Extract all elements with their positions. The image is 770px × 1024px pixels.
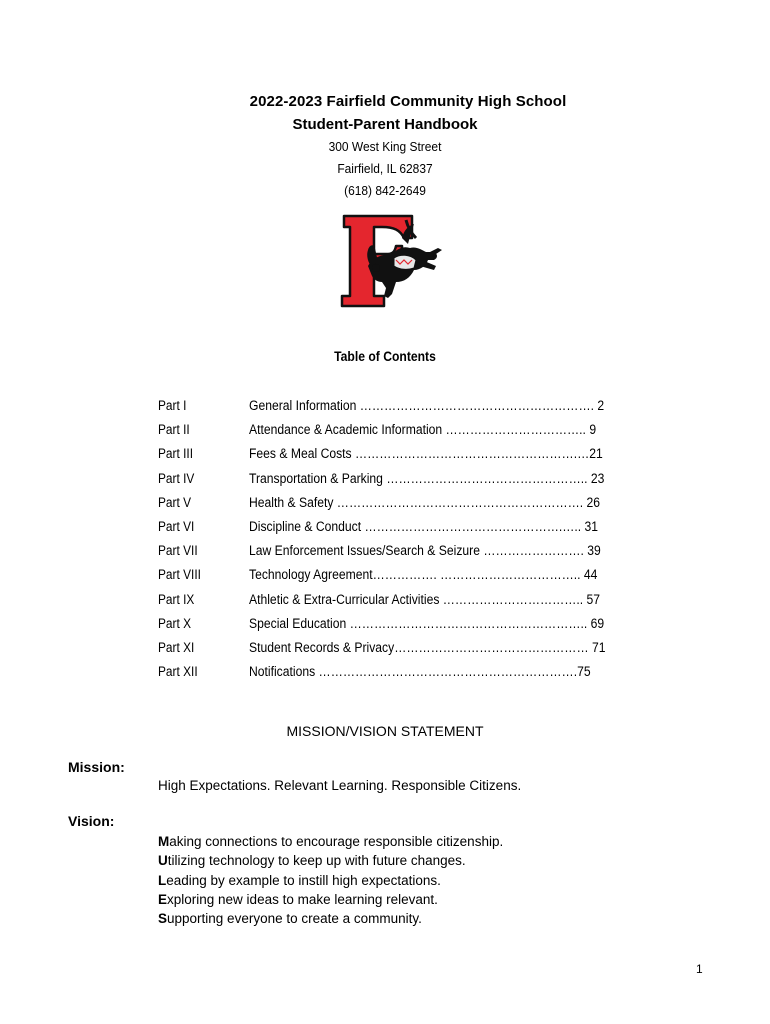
toc-row [158, 592, 618, 612]
toc-entry: Attendance & Academic Information …………………………….. 9 [249, 422, 597, 437]
toc-entry: Technology Agreement……………. …………………………….. 44 [249, 567, 598, 582]
vision-line [158, 892, 438, 907]
vision-initial: S [158, 911, 168, 926]
toc-row [158, 664, 618, 684]
vision-initial: U [158, 853, 168, 868]
vision-line [158, 911, 422, 926]
toc-row [158, 471, 618, 491]
phone-number: (618) 842-2649 [344, 183, 426, 198]
vision-line [158, 853, 466, 868]
toc-row [158, 495, 618, 515]
vision-initial: M [158, 834, 170, 849]
vision-line-text: eading by example to instill high expectations. [166, 873, 441, 888]
toc-part-label: Part XII [158, 664, 198, 679]
document-title: 2022-2023 Fairfield Community High School [249, 93, 567, 110]
toc-part-label: Part IV [158, 471, 195, 486]
address-street: 300 West King Street [328, 139, 442, 154]
toc-part-label: Part II [158, 422, 190, 437]
address-city: Fairfield, IL 62837 [337, 161, 433, 176]
toc-row [158, 519, 618, 539]
toc-row [158, 543, 618, 563]
toc-entry: Law Enforcement Issues/Search & Seizure ……………………. 39 [249, 543, 601, 558]
mission-vision-heading: MISSION/VISION STATEMENT [286, 723, 484, 739]
toc-entry: Fees & Meal Costs ……………………………………………….…21 [249, 446, 603, 461]
document-subtitle: Student-Parent Handbook [292, 116, 478, 133]
toc-entry: Health & Safety ……………………………………………………. 26 [249, 495, 601, 510]
toc-entry: Notifications ……………………………………………………….75 [249, 664, 591, 679]
toc-row [158, 567, 618, 587]
toc-part-label: Part IX [158, 592, 195, 607]
page-number: 1 [696, 962, 703, 976]
toc-part-label: Part I [158, 398, 187, 413]
toc-entry: Transportation & Parking ………………………………………….. 23 [249, 471, 605, 486]
toc-part-label: Part VI [158, 519, 195, 534]
vision-line [158, 834, 503, 849]
toc-row [158, 640, 618, 660]
toc-row [158, 616, 618, 636]
vision-label: Vision: [68, 813, 115, 829]
vision-line-text: tilizing technology to keep up with future changes. [167, 853, 466, 868]
vision-line-text: aking connections to encourage responsible citizenship. [169, 834, 504, 849]
toc-entry: Discipline & Conduct ………………………………………….….. 31 [249, 519, 599, 534]
vision-initial: E [158, 892, 168, 907]
vision-line-text: upporting everyone to create a community. [167, 911, 422, 926]
vision-initial: L [158, 873, 167, 888]
mission-text: High Expectations. Relevant Learning. Responsible Citizens. [158, 778, 522, 793]
toc-part-label: Part X [158, 616, 192, 631]
toc-part-label: Part VIII [158, 567, 201, 582]
toc-entry: General Information …………………………………………………. 2 [249, 398, 605, 413]
vision-line [158, 873, 441, 888]
toc-title: Table of Contents [334, 349, 436, 364]
vision-line-text: xploring new ideas to make learning relevant. [167, 892, 438, 907]
toc-entry: Special Education ………………………………………………….. 69 [249, 616, 605, 631]
toc-row [158, 398, 618, 418]
toc-part-label: Part VII [158, 543, 198, 558]
toc-entry: Student Records & Privacy………………………………………… 71 [249, 640, 606, 655]
toc-entry: Athletic & Extra-Curricular Activities …………………………….. 57 [249, 592, 601, 607]
mission-label: Mission: [68, 759, 125, 775]
toc-part-label: Part XI [158, 640, 195, 655]
toc-row [158, 446, 618, 466]
toc-part-label: Part V [158, 495, 192, 510]
toc-part-label: Part III [158, 446, 193, 461]
school-logo [338, 208, 444, 312]
toc-row [158, 422, 618, 442]
